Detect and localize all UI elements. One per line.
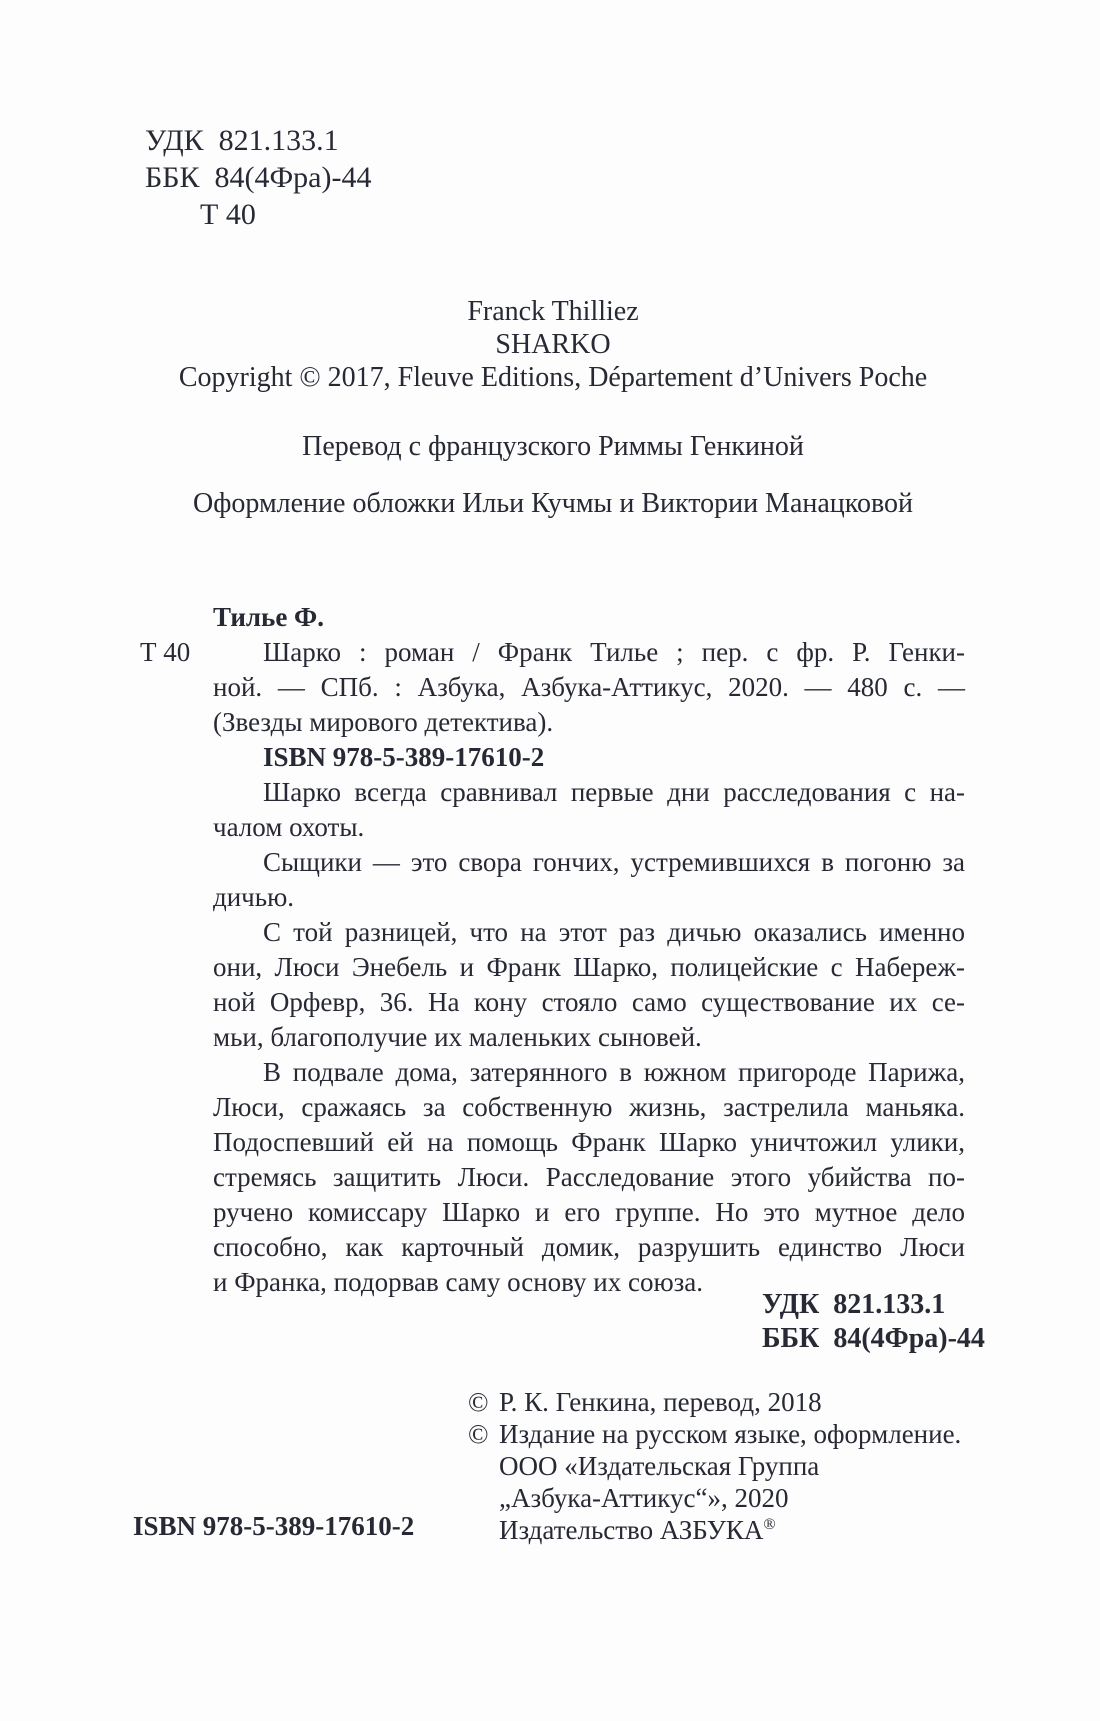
- copyright-line: [468, 1450, 961, 1482]
- copyright-block: [468, 1386, 961, 1546]
- catalog-card-line: ной. — СПб. : Азбука, Азбука-Аттикус, 2020. — 480 с. —: [213, 672, 965, 702]
- catalog-author-heading: Тилье Ф.: [213, 602, 324, 632]
- catalog-card-line: мьи, благополучие их маленьких сыновей.: [213, 1022, 702, 1052]
- original-copyright-line: Copyright © 2017, Fleuve Editions, Département d’Univers Poche: [178, 362, 928, 393]
- copyright-line: [468, 1418, 961, 1450]
- catalog-card-line: они, Люси Энебель и Франк Шарко, полицейские с Набереж-: [213, 952, 965, 982]
- bottom-classification-codes: [762, 1288, 985, 1356]
- udk-code: УДК 821.133.1: [145, 124, 339, 157]
- copyright-line: [468, 1386, 961, 1418]
- catalog-card-line: способно, как карточный домик, разрушить единство Люси: [213, 1232, 965, 1262]
- author-sign-hanging: Т 40: [140, 637, 191, 667]
- registered-trademark-icon: ®: [763, 1515, 776, 1533]
- catalog-card-line: и Франка, подорвав саму основу их союза.: [213, 1267, 704, 1297]
- copyright-text: Издание на русском языке, оформление.: [499, 1419, 962, 1449]
- catalog-card-line: ручено комиссару Шарко и его группе. Но это мутное дело: [213, 1197, 965, 1227]
- catalog-card-line: Сыщики — это свора гончих, устремившихся в погоню за: [263, 847, 965, 877]
- catalog-card-line: Подоспевший ей на помощь Франк Шарко уничтожил улики,: [213, 1127, 965, 1157]
- catalog-card-line: ной Орфевр, 36. На кону стояло само существование их се-: [213, 987, 965, 1017]
- bbk-code-bottom: ББК 84(4Фра)-44: [762, 1323, 985, 1354]
- original-edition-block: [133, 295, 973, 394]
- catalog-card-line: (Звезды мирового детектива).: [213, 707, 554, 737]
- catalog-card-line: Т 40 Шарко : роман / Франк Тилье ; пер. с фр. Р. Генки-: [213, 635, 965, 670]
- catalog-card-line: дичью.: [213, 882, 294, 912]
- author-sign-code: Т 40: [200, 198, 256, 231]
- copyright-line: [468, 1514, 961, 1546]
- catalog-card-line: В подвале дома, затерянного в южном пригороде Парижа,: [263, 1057, 965, 1087]
- copyright-symbol: ©: [468, 1387, 489, 1417]
- copyright-text: Р. К. Генкина, перевод, 2018: [499, 1387, 822, 1417]
- copyright-symbol: [468, 1514, 499, 1546]
- copyright-line: [468, 1482, 961, 1514]
- original-author: Franck Thilliez: [467, 296, 639, 327]
- catalog-card-lines: [140, 635, 965, 1300]
- bbk-code: ББК 84(4Фра)-44: [145, 161, 372, 194]
- copyright-text: ООО «Издательская Группа: [499, 1451, 820, 1481]
- top-classification-codes: [145, 122, 371, 233]
- copyright-symbol: [468, 1482, 499, 1514]
- isbn-bottom: ISBN 978-5-389-17610-2: [133, 1511, 415, 1541]
- catalog-card-line: С той разницей, что на этот раз дичью оказались именно: [263, 917, 965, 947]
- catalog-card-line: ISBN 978-5-389-17610-2: [263, 742, 545, 772]
- catalog-card-line: чалом охоты.: [213, 812, 365, 842]
- udk-code-bottom: УДК 821.133.1: [762, 1289, 946, 1320]
- copyright-symbol: [468, 1450, 499, 1482]
- copyright-text: Издательство АЗБУКА®: [499, 1515, 776, 1545]
- copyright-text: „Азбука-Аттикус“», 2020: [499, 1483, 789, 1513]
- original-title: SHARKO: [495, 329, 611, 360]
- cover-design-credit: Оформление обложки Ильи Кучмы и Виктории Манацковой: [193, 488, 913, 519]
- translation-credit: Перевод с французского Риммы Генкиной: [302, 431, 804, 462]
- catalog-card-line: стремясь защитить Люси. Расследование этого убийства по-: [213, 1162, 965, 1192]
- copyright-symbol: ©: [468, 1419, 489, 1449]
- catalog-card-line: Шарко всегда сравнивал первые дни расследования с на-: [263, 777, 965, 807]
- catalog-card-line: Люси, сражаясь за собственную жизнь, застрелила маньяка.: [213, 1092, 965, 1122]
- catalog-card: [140, 600, 965, 1300]
